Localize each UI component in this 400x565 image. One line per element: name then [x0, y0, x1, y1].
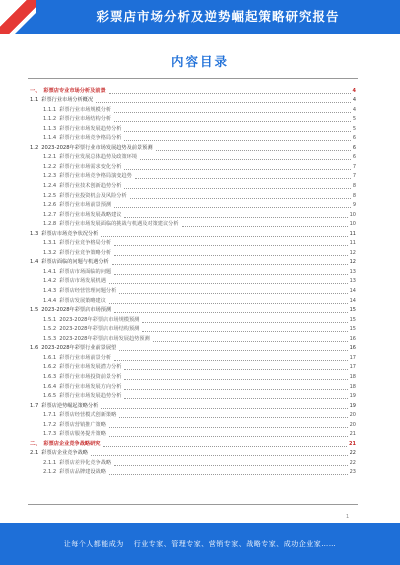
toc-entry[interactable] [30, 277, 356, 287]
toc-entry[interactable] [30, 201, 356, 211]
toc-entry-number: 1.6.1 [43, 354, 57, 361]
toc-entry[interactable] [30, 134, 356, 144]
toc-leader-dots [101, 236, 347, 237]
toc-entry-page: 13 [349, 268, 356, 275]
toc-entry-page: 7 [352, 173, 356, 180]
toc-entry[interactable] [30, 181, 356, 191]
toc-entry[interactable] [30, 96, 356, 106]
toc-leader-dots [124, 379, 347, 380]
toc-entry-page: 17 [349, 364, 356, 371]
toc-entry-number: 1.7.2 [43, 421, 57, 428]
toc-entry-title: 彩票行业发展总体趋势及政策环境 [59, 154, 138, 161]
toc-entry-number: 一、 [30, 87, 41, 94]
toc-entry-title: 彩票店企业竞争战略研究 [43, 440, 101, 447]
footer-roles: 行业专家、管理专家、营销专家、战略专家、成功企业家…… [133, 540, 337, 548]
toc-entry-number: 1.7.3 [43, 431, 57, 438]
toc-entry-number: 1.6.4 [43, 383, 57, 390]
toc-entry-number: 1.4.3 [43, 288, 57, 295]
toc-leader-dots [96, 102, 351, 103]
toc-leader-dots [182, 226, 348, 227]
toc-entry-title: 彩票行业技术创新趋势分析 [59, 183, 122, 190]
toc-entry-number: 1.6.2 [43, 364, 57, 371]
toc-entry-page: 21 [349, 440, 356, 447]
toc-entry-number: 2.1.2 [43, 469, 57, 476]
toc-leader-dots [124, 389, 347, 390]
toc-entry-page: 19 [349, 402, 356, 409]
toc-entry[interactable] [30, 420, 356, 430]
toc-entry-title: 2023-2028年彩票行业市场发展趋势及前景预测 [41, 144, 153, 151]
header-decoration [0, 0, 36, 34]
toc-leader-dots [109, 283, 348, 284]
page-header [0, 0, 400, 34]
toc-entry-title: 2023-2028年彩票店市场结构预测 [59, 326, 140, 333]
toc-leader-dots [142, 322, 347, 323]
toc-entry-page: 16 [349, 345, 356, 352]
toc-entry[interactable] [30, 105, 356, 115]
toc-entry[interactable] [30, 392, 356, 402]
toc-entry-page: 22 [349, 459, 356, 466]
toc-entry[interactable] [30, 296, 356, 306]
toc-entry[interactable] [30, 344, 356, 354]
toc-entry-number: 1.7.1 [43, 412, 57, 419]
toc-leader-dots [124, 217, 347, 218]
toc-entry-number: 1.5 [30, 307, 39, 314]
toc-entry-page: 15 [349, 316, 356, 323]
toc-entry-page: 15 [349, 326, 356, 333]
toc-entry-page: 8 [352, 192, 356, 199]
toc-entry-title: 彩票店市场面临的问题 [59, 268, 112, 275]
toc-entry-title: 彩票行业市场发展潜力分析 [59, 364, 122, 371]
toc-bottom-rule [28, 504, 358, 505]
toc-entry[interactable] [30, 162, 356, 172]
toc-leader-dots [153, 341, 348, 342]
toc-entry-number: 1.6 [30, 345, 39, 352]
toc-entry[interactable] [30, 353, 356, 363]
toc-entry-number: 1.2.7 [43, 211, 57, 218]
toc-entry-title: 彩票行业市场需求变化分析 [59, 163, 122, 170]
toc-entry-title: 彩票行业市场竞争格局分析 [59, 135, 122, 142]
toc-entry-title: 彩票店专业市场分析及前景 [43, 87, 106, 94]
toc-entry-title: 彩票店逆势崛起策略分析 [41, 402, 99, 409]
toc-entry-title: 彩票行业市场投资前景分析 [59, 373, 122, 380]
toc-entry-page: 12 [349, 249, 356, 256]
toc-entry-title: 彩票行业竞争格局分析 [59, 240, 112, 247]
toc-entry-number: 1.6.5 [43, 393, 57, 400]
page-number: 1 [346, 514, 350, 520]
toc-entry-title: 2023-2028年彩票店市场规模预测 [59, 316, 140, 323]
toc-entry[interactable] [30, 115, 356, 125]
toc-leader-dots [119, 350, 347, 351]
toc-leader-dots [140, 159, 351, 160]
toc-entry-title: 彩票行业市场分析概况 [41, 97, 94, 104]
footer-slogan [0, 539, 400, 549]
toc-entry-number: 1.5.1 [43, 316, 57, 323]
toc-leader-dots [124, 140, 350, 141]
toc-entry-title: 彩票行业市场竞争格局演变趋势 [59, 173, 132, 180]
toc-entry-number: 1.3 [30, 230, 39, 237]
toc-entry-page: 13 [349, 278, 356, 285]
toc-entry-title: 彩票行业市场发展面临的挑战与机遇及对策建议分析 [59, 221, 179, 228]
toc-entry-title: 彩票店服务提升策略 [59, 431, 106, 438]
toc-entry[interactable] [30, 220, 356, 230]
toc-entry-title: 彩票行业市场发展方向分析 [59, 383, 122, 390]
toc-leader-dots [142, 331, 347, 332]
toc-entry-title: 2023-2028年彩票店市场预测 [41, 307, 112, 314]
toc-leader-dots [114, 274, 348, 275]
toc-entry[interactable] [30, 229, 356, 239]
toc-entry-title: 彩票行业市场前景预测 [59, 202, 112, 209]
toc-entry[interactable] [30, 449, 356, 459]
toc-entry-page: 18 [349, 373, 356, 380]
toc-entry[interactable] [30, 258, 356, 268]
toc-entry-number: 1.4 [30, 259, 39, 266]
toc-entry[interactable] [30, 124, 356, 134]
toc-leader-dots [91, 455, 348, 456]
toc-leader-dots [109, 474, 348, 475]
toc-entry-title: 彩票行业市场发展趋势分析 [59, 393, 122, 400]
toc-entry-title: 彩票行业竞争策略分析 [59, 249, 112, 256]
toc-leader-dots [114, 245, 348, 246]
toc-entry-title: 彩票行业市场发展趋势分析 [59, 125, 122, 132]
toc-entry-page: 6 [352, 154, 356, 161]
toc-entry-title: 2023-2028年彩票行业前景展望 [41, 345, 117, 352]
toc-entry[interactable] [30, 210, 356, 220]
toc-entry-page: 10 [349, 211, 356, 218]
toc-entry-number: 1.1 [30, 97, 39, 104]
toc-entry-number: 1.2.4 [43, 183, 57, 190]
toc-entry[interactable] [30, 267, 356, 277]
toc-entry[interactable] [30, 315, 356, 325]
toc-title: 内容目录 [170, 54, 229, 69]
toc-entry-number: 1.3.1 [43, 240, 57, 247]
toc-entry[interactable] [30, 401, 356, 411]
toc-leader-dots [114, 255, 348, 256]
toc-leader-dots [114, 112, 351, 113]
toc-entry-number: 1.3.2 [43, 249, 57, 256]
toc-entry-title: 彩票店营销推广策略 [59, 421, 106, 428]
toc-entry[interactable] [30, 325, 356, 335]
toc-entry-title: 彩票店经营管理问题分析 [59, 288, 117, 295]
toc-entry-page: 10 [349, 221, 356, 228]
toc-entry[interactable] [30, 153, 356, 163]
toc-entry-number: 1.2.5 [43, 192, 57, 199]
footer-lead: 让每个人都能成为 [63, 540, 124, 548]
toc-entry-number: 1.2.1 [43, 154, 57, 161]
toc-entry[interactable] [30, 239, 356, 249]
toc-entry[interactable] [30, 382, 356, 392]
toc-entry-page: 11 [349, 240, 356, 247]
toc-entry-title: 2023-2028年彩票店市场发展趋势预测 [59, 335, 150, 342]
toc-leader-dots [114, 465, 348, 466]
toc-entry-number: 1.4.1 [43, 268, 57, 275]
toc-entry[interactable] [30, 411, 356, 421]
toc-entry-title: 彩票店面临的问题与机遇分析 [41, 259, 109, 266]
toc-entry[interactable] [30, 306, 356, 316]
toc-leader-dots [101, 408, 347, 409]
toc-entry-number: 1.6.3 [43, 373, 57, 380]
toc-entry[interactable] [30, 430, 356, 440]
toc-entry-title: 彩票行业市场发展战略建议 [59, 211, 122, 218]
toc-entry-page: 20 [349, 412, 356, 419]
toc-entry-page: 7 [352, 163, 356, 170]
toc-leader-dots [114, 360, 348, 361]
toc-entry-page: 8 [352, 183, 356, 190]
toc-entry-page: 6 [352, 135, 356, 142]
toc-entry-page: 20 [349, 421, 356, 428]
toc-entry-number: 1.4.2 [43, 278, 57, 285]
toc-leader-dots [124, 188, 350, 189]
toc-leader-dots [103, 446, 347, 447]
toc-entry-number: 1.4.4 [43, 297, 57, 304]
toc-entry-title: 彩票店市场竞争状况分析 [41, 230, 99, 237]
toc-entry-title: 彩票行业市场规模分析 [59, 106, 112, 113]
toc-entry[interactable] [30, 468, 356, 478]
toc-leader-dots [156, 150, 351, 151]
toc-entry-title: 彩票行业市场前景分析 [59, 354, 112, 361]
toc-leader-dots [135, 178, 351, 179]
toc-entry-title: 彩票店经营模式创新策略 [59, 412, 117, 419]
toc-entry-page: 4 [352, 87, 356, 94]
toc-entry-number: 1.1.1 [43, 106, 57, 113]
toc-leader-dots [114, 207, 351, 208]
toc-entry-number: 2.1 [30, 450, 39, 457]
toc-entry[interactable] [30, 372, 356, 382]
toc-entry-title: 彩票店市场发展机遇 [59, 278, 106, 285]
toc-leader-dots [114, 121, 351, 122]
toc-entry-title: 彩票店差异化竞争战略 [59, 459, 112, 466]
toc-entry-title: 彩票店发展策略建议 [59, 297, 106, 304]
report-title: 彩票店市场分析及逆势崛起策略研究报告 [96, 9, 340, 24]
toc-entry-page: 14 [349, 297, 356, 304]
toc-leader-dots [112, 264, 348, 265]
toc-entry-page: 15 [349, 307, 356, 314]
table-of-contents [30, 86, 356, 477]
toc-leader-dots [124, 398, 347, 399]
toc-entry-number: 1.2.6 [43, 202, 57, 209]
toc-entry-page: 11 [349, 230, 356, 237]
toc-entry[interactable] [30, 458, 356, 468]
toc-entry-page: 6 [352, 144, 356, 151]
toc-entry-page: 5 [352, 125, 356, 132]
toc-entry-title: 彩票店企业竞争战略 [41, 450, 88, 457]
toc-entry[interactable] [30, 248, 356, 258]
toc-entry-number: 1.1.2 [43, 116, 57, 123]
toc-entry[interactable] [30, 191, 356, 201]
toc-entry-number: 1.2.2 [43, 163, 57, 170]
toc-leader-dots [109, 93, 351, 94]
toc-leader-dots [124, 369, 347, 370]
toc-leader-dots [109, 427, 348, 428]
toc-entry-page: 14 [349, 288, 356, 295]
toc-leader-dots [124, 169, 350, 170]
toc-entry-page: 9 [352, 202, 356, 209]
toc-entry[interactable] [30, 439, 356, 449]
toc-leader-dots [119, 417, 347, 418]
toc-entry-page: 23 [349, 469, 356, 476]
toc-entry-number: 1.1.4 [43, 135, 57, 142]
toc-entry-page: 17 [349, 354, 356, 361]
toc-leader-dots [109, 303, 348, 304]
toc-entry-number: 1.7 [30, 402, 39, 409]
toc-entry-number: 1.2 [30, 144, 39, 151]
toc-entry-page: 19 [349, 393, 356, 400]
toc-entry-title: 彩票店品牌建设战略 [59, 469, 106, 476]
toc-entry-title: 彩票行业投资机会及风险分析 [59, 192, 127, 199]
toc-entry-number: 1.5.2 [43, 326, 57, 333]
toc-entry-page: 16 [349, 335, 356, 342]
toc-entry-number: 1.1.3 [43, 125, 57, 132]
toc-leader-dots [130, 198, 351, 199]
toc-entry[interactable] [30, 143, 356, 153]
toc-entry-number: 二、 [30, 440, 41, 447]
toc-entry-page: 12 [349, 259, 356, 266]
toc-entry[interactable] [30, 86, 356, 96]
toc-entry[interactable] [30, 334, 356, 344]
toc-entry-number: 2.1.1 [43, 459, 57, 466]
toc-entry[interactable] [30, 172, 356, 182]
toc-top-rule [28, 78, 358, 79]
toc-leader-dots [109, 436, 348, 437]
toc-leader-dots [114, 312, 348, 313]
toc-entry-page: 4 [352, 106, 356, 113]
toc-entry-title: 彩票行业市场结构分析 [59, 116, 112, 123]
toc-entry-page: 21 [349, 431, 356, 438]
toc-entry-page: 5 [352, 116, 356, 123]
toc-leader-dots [119, 293, 347, 294]
toc-leader-dots [124, 131, 350, 132]
toc-entry-number: 1.2.8 [43, 221, 57, 228]
toc-entry-page: 4 [352, 97, 356, 104]
toc-entry[interactable] [30, 286, 356, 296]
toc-entry-number: 1.2.3 [43, 173, 57, 180]
toc-entry-page: 18 [349, 383, 356, 390]
toc-entry-page: 22 [349, 450, 356, 457]
toc-entry[interactable] [30, 363, 356, 373]
toc-entry-number: 1.5.3 [43, 335, 57, 342]
